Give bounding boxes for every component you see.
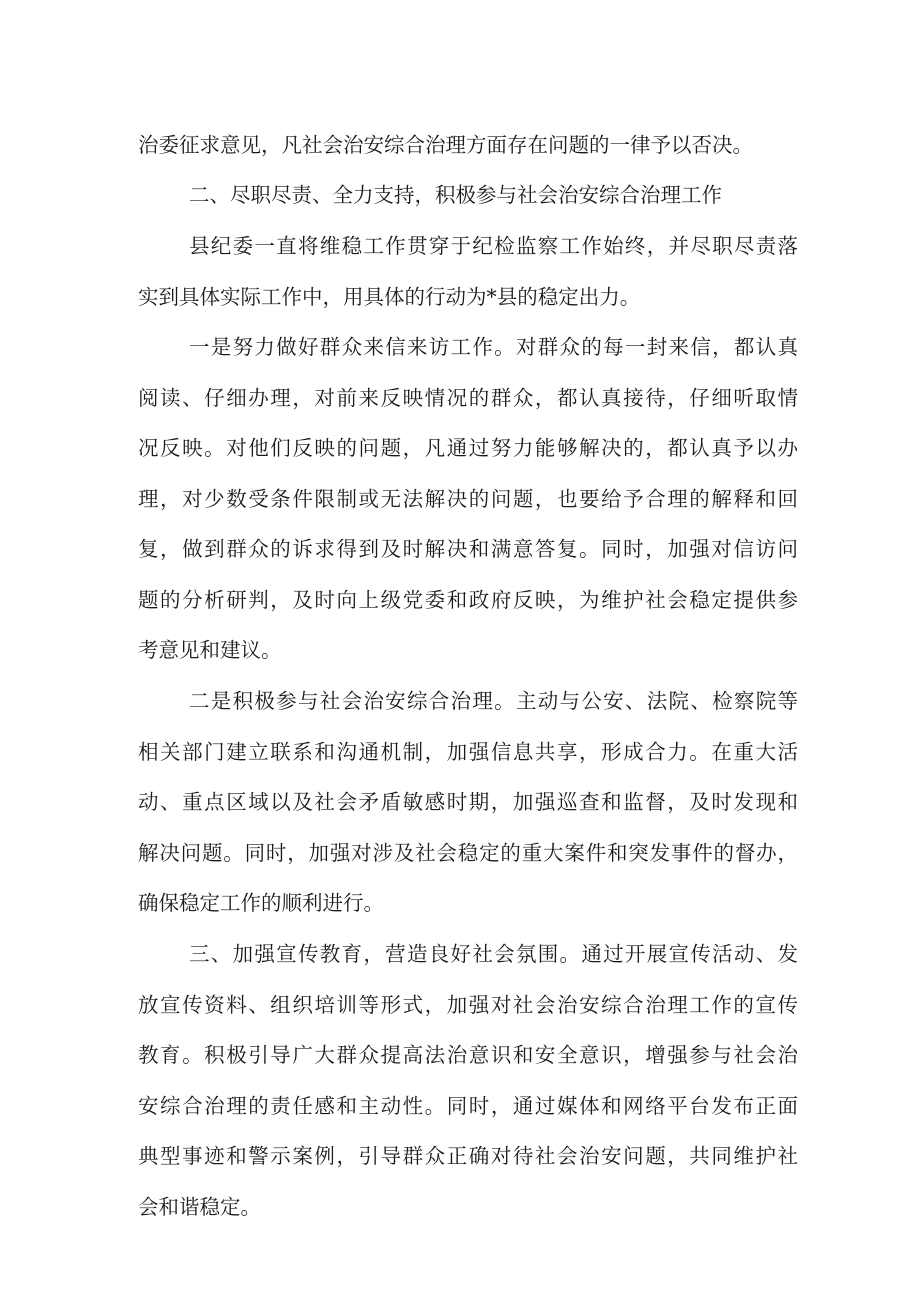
paragraph-line: 放宣传资料、组织培训等形式，加强对社会治安综合治理工作的宣传: [138, 993, 798, 1017]
section-heading: 二、尽职尽责、全力支持，积极参与社会治安综合治理工作: [189, 183, 722, 207]
paragraph-line: 安综合治理的责任感和主动性。同时，通过媒体和网络平台发布正面: [138, 1094, 798, 1118]
paragraph-line: 县纪委一直将维稳工作贯穿于纪检监察工作始终，并尽职尽责落: [189, 234, 798, 258]
paragraph-line: 理，对少数受条件限制或无法解决的问题，也要给予合理的解释和回: [138, 487, 798, 511]
paragraph-line: 题的分析研判，及时向上级党委和政府反映，为维护社会稳定提供参: [138, 588, 798, 612]
paragraph-line: 阅读、仔细办理，对前来反映情况的群众，都认真接待，仔细听取情: [138, 386, 798, 410]
paragraph-line: 治委征求意见，凡社会治安综合治理方面存在问题的一律予以否决。: [138, 133, 753, 157]
paragraph-line: 典型事迹和警示案例，引导群众正确对待社会治安问题，共同维护社: [138, 1144, 798, 1168]
paragraph-line: 解决问题。同时，加强对涉及社会稳定的重大案件和突发事件的督办，: [138, 841, 798, 865]
paragraph-line: 动、重点区域以及社会矛盾敏感时期，加强巡查和监督，及时发现和: [138, 790, 798, 814]
paragraph-line: 会和谐稳定。: [138, 1195, 261, 1219]
paragraph-line: 相关部门建立联系和沟通机制，加强信息共享，形成合力。在重大活: [138, 740, 798, 764]
paragraph-line: 复，做到群众的诉求得到及时解决和满意答复。同时，加强对信访问: [138, 537, 798, 561]
paragraph-line: 考意见和建议。: [138, 638, 282, 662]
paragraph-line: 三、加强宣传教育，营造良好社会氛围。通过开展宣传活动、发: [189, 942, 798, 966]
paragraph-line: 况反映。对他们反映的问题，凡通过努力能够解决的，都认真予以办: [138, 436, 798, 460]
paragraph-line: 教育。积极引导广大群众提高法治意识和安全意识，增强参与社会治: [138, 1043, 798, 1067]
paragraph-line: 一是努力做好群众来信来访工作。对群众的每一封来信，都认真: [189, 335, 798, 359]
paragraph-line: 实到具体实际工作中，用具体的行动为*县的稳定出力。: [138, 285, 641, 309]
paragraph-line: 确保稳定工作的顺利进行。: [138, 891, 384, 915]
paragraph-line: 二是积极参与社会治安综合治理。主动与公安、法院、检察院等: [189, 689, 798, 713]
